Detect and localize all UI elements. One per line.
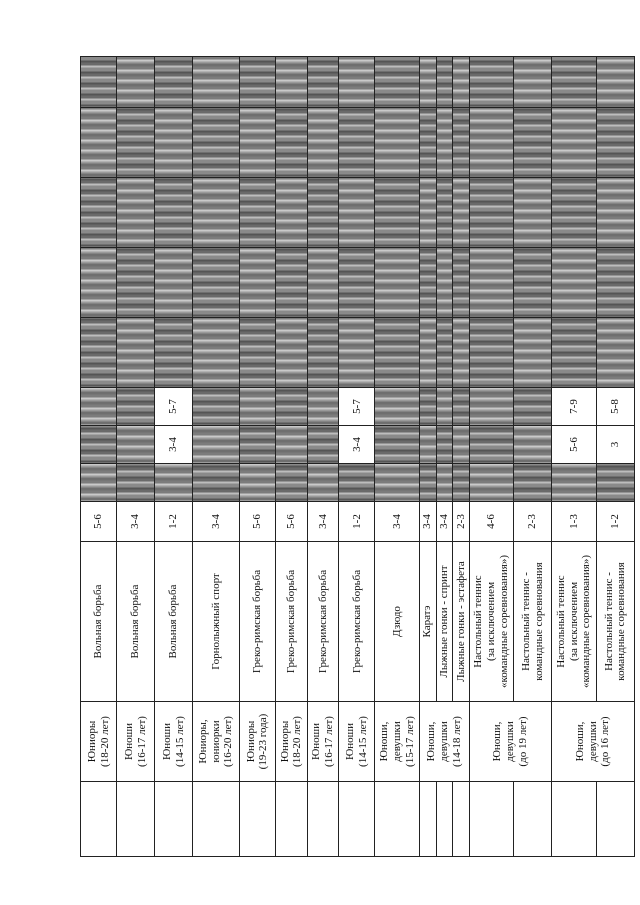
discipline-cell: Настольный теннис - командные соревнования <box>596 542 634 702</box>
age-group-cell: Юноши, девушки (до 16 лет) <box>552 702 635 782</box>
shaded-cell <box>552 248 596 318</box>
shaded-cell <box>469 178 513 248</box>
shaded-cell <box>339 108 375 178</box>
discipline-cell: Дзюдо <box>375 542 419 702</box>
age-group-cell: Юниоры, юниорки (16-20 лет) <box>193 702 240 782</box>
blank-cell <box>81 782 117 857</box>
shaded-cell <box>514 388 552 426</box>
shaded-cell <box>275 388 307 426</box>
shaded-cell <box>419 426 436 464</box>
shaded-cell <box>307 388 339 426</box>
shaded-cell <box>419 318 436 388</box>
places-cell: 3-4 <box>117 502 155 542</box>
shaded-cell <box>596 108 634 178</box>
table-row <box>419 57 436 857</box>
blank-cell <box>596 782 634 857</box>
shaded-cell <box>552 178 596 248</box>
blank-cell <box>275 782 307 857</box>
shaded-cell <box>117 108 155 178</box>
table-row <box>275 57 307 857</box>
places-cell: 3-4 <box>419 502 436 542</box>
shaded-cell <box>155 248 193 318</box>
shaded-cell <box>81 248 117 318</box>
shaded-cell <box>339 178 375 248</box>
shaded-cell <box>436 318 453 388</box>
shaded-cell <box>419 57 436 108</box>
table-row <box>193 57 240 857</box>
shaded-cell <box>339 248 375 318</box>
shaded-cell <box>239 464 275 502</box>
age-group-cell: Юноши (16-17 лет) <box>117 702 155 782</box>
discipline-cell: Настольный теннис (за исключением «командные соревнования») <box>469 542 513 702</box>
shaded-cell <box>239 108 275 178</box>
shaded-cell <box>117 426 155 464</box>
shaded-cell <box>155 57 193 108</box>
shaded-cell <box>117 178 155 248</box>
shaded-cell <box>596 178 634 248</box>
shaded-cell <box>469 426 513 464</box>
shaded-cell <box>193 178 240 248</box>
places-cell: 5-6 <box>275 502 307 542</box>
shaded-cell <box>552 108 596 178</box>
age-group-cell: Юноши, девушки (до 19 лет) <box>469 702 552 782</box>
discipline-cell: Лыжные гонки - эстафета <box>453 542 470 702</box>
age-group-cell: Юноши, девушки (14-18 лет) <box>419 702 469 782</box>
places-value-cell: 3 <box>596 426 634 464</box>
age-group-cell: Юноши, девушки (15-17 лет) <box>375 702 419 782</box>
places-cell: 2-3 <box>453 502 470 542</box>
shaded-cell <box>307 178 339 248</box>
shaded-cell <box>552 318 596 388</box>
shaded-cell <box>514 178 552 248</box>
shaded-cell <box>81 426 117 464</box>
shaded-cell <box>419 248 436 318</box>
blank-cell <box>239 782 275 857</box>
shaded-cell <box>596 57 634 108</box>
shaded-cell <box>239 318 275 388</box>
discipline-cell: Настольный теннис - командные соревнования <box>514 542 552 702</box>
shaded-cell <box>275 178 307 248</box>
shaded-cell <box>375 248 419 318</box>
shaded-cell <box>239 388 275 426</box>
table-row <box>375 57 419 857</box>
shaded-cell <box>375 426 419 464</box>
shaded-cell <box>81 57 117 108</box>
shaded-cell <box>436 464 453 502</box>
blank-cell <box>193 782 240 857</box>
places-cell: 4-6 <box>469 502 513 542</box>
shaded-cell <box>239 57 275 108</box>
places-cell: 3-4 <box>193 502 240 542</box>
shaded-cell <box>307 318 339 388</box>
shaded-cell <box>552 464 596 502</box>
discipline-cell: Вольная борьба <box>155 542 193 702</box>
table-row <box>117 57 155 857</box>
table-row <box>155 57 193 857</box>
shaded-cell <box>375 57 419 108</box>
discipline-cell: Греко-римская борьба <box>239 542 275 702</box>
shaded-cell <box>81 318 117 388</box>
shaded-cell <box>552 57 596 108</box>
shaded-cell <box>375 108 419 178</box>
shaded-cell <box>469 464 513 502</box>
shaded-cell <box>419 108 436 178</box>
places-cell: 3-4 <box>375 502 419 542</box>
shaded-cell <box>117 248 155 318</box>
shaded-cell <box>419 388 436 426</box>
shaded-cell <box>453 108 470 178</box>
rotated-table-container <box>80 57 635 857</box>
discipline-cell: Настольный теннис (за исключением «командные соревнования») <box>552 542 596 702</box>
shaded-cell <box>339 318 375 388</box>
blank-cell <box>117 782 155 857</box>
places-cell: 1-3 <box>552 502 596 542</box>
shaded-cell <box>469 108 513 178</box>
shaded-cell <box>239 178 275 248</box>
shaded-cell <box>275 318 307 388</box>
shaded-cell <box>155 108 193 178</box>
blank-cell <box>453 782 470 857</box>
blank-cell <box>307 782 339 857</box>
discipline-cell: Вольная борьба <box>81 542 117 702</box>
shaded-cell <box>339 464 375 502</box>
shaded-cell <box>193 426 240 464</box>
shaded-cell <box>469 248 513 318</box>
table-row <box>552 57 596 857</box>
age-group-cell: Юноши (14-15 лет) <box>339 702 375 782</box>
shaded-cell <box>193 248 240 318</box>
shaded-cell <box>514 108 552 178</box>
ranking-table <box>80 56 635 857</box>
discipline-cell: Каратэ <box>419 542 436 702</box>
shaded-cell <box>436 178 453 248</box>
shaded-cell <box>275 464 307 502</box>
shaded-cell <box>436 426 453 464</box>
shaded-cell <box>193 57 240 108</box>
shaded-cell <box>514 426 552 464</box>
shaded-cell <box>596 318 634 388</box>
table-row <box>81 57 117 857</box>
places-cell: 1-2 <box>596 502 634 542</box>
age-group-cell: Юноши (14-15 лет) <box>155 702 193 782</box>
shaded-cell <box>193 388 240 426</box>
places-cell: 5-6 <box>239 502 275 542</box>
blank-cell <box>552 782 596 857</box>
shaded-cell <box>275 248 307 318</box>
shaded-cell <box>193 108 240 178</box>
table-row <box>339 57 375 857</box>
shaded-cell <box>375 388 419 426</box>
age-group-cell: Юниоры (18-20 лет) <box>81 702 117 782</box>
shaded-cell <box>239 248 275 318</box>
blank-cell <box>419 782 436 857</box>
shaded-cell <box>453 388 470 426</box>
shaded-cell <box>239 426 275 464</box>
blank-cell <box>339 782 375 857</box>
shaded-cell <box>275 108 307 178</box>
shaded-cell <box>436 108 453 178</box>
shaded-cell <box>375 178 419 248</box>
blank-cell <box>514 782 552 857</box>
shaded-cell <box>155 464 193 502</box>
table-row <box>469 57 513 857</box>
shaded-cell <box>419 464 436 502</box>
shaded-cell <box>375 318 419 388</box>
shaded-cell <box>469 388 513 426</box>
discipline-cell: Горнолыжный спорт <box>193 542 240 702</box>
table-row <box>239 57 275 857</box>
discipline-cell: Греко-римская борьба <box>307 542 339 702</box>
places-value-cell: 5-7 <box>155 388 193 426</box>
shaded-cell <box>117 57 155 108</box>
shaded-cell <box>307 108 339 178</box>
discipline-cell: Греко-римская борьба <box>339 542 375 702</box>
shaded-cell <box>436 388 453 426</box>
shaded-cell <box>307 248 339 318</box>
shaded-cell <box>307 464 339 502</box>
blank-cell <box>375 782 419 857</box>
shaded-cell <box>339 57 375 108</box>
age-group-cell: Юноши (16-17 лет) <box>307 702 339 782</box>
shaded-cell <box>436 248 453 318</box>
shaded-cell <box>514 57 552 108</box>
shaded-cell <box>596 248 634 318</box>
shaded-cell <box>117 388 155 426</box>
places-cell: 1-2 <box>339 502 375 542</box>
shaded-cell <box>419 178 436 248</box>
shaded-cell <box>193 318 240 388</box>
shaded-cell <box>275 57 307 108</box>
shaded-cell <box>81 178 117 248</box>
shaded-cell <box>81 108 117 178</box>
shaded-cell <box>155 318 193 388</box>
shaded-cell <box>117 318 155 388</box>
discipline-cell: Греко-римская борьба <box>275 542 307 702</box>
shaded-cell <box>275 426 307 464</box>
shaded-cell <box>193 464 240 502</box>
shaded-cell <box>81 464 117 502</box>
shaded-cell <box>436 57 453 108</box>
places-value-cell: 5-8 <box>596 388 634 426</box>
shaded-cell <box>453 178 470 248</box>
places-value-cell: 3-4 <box>339 426 375 464</box>
shaded-cell <box>453 426 470 464</box>
shaded-cell <box>453 57 470 108</box>
shaded-cell <box>453 464 470 502</box>
shaded-cell <box>117 464 155 502</box>
shaded-cell <box>155 178 193 248</box>
discipline-cell: Лыжные гонки - спринт <box>436 542 453 702</box>
shaded-cell <box>514 464 552 502</box>
places-value-cell: 7-9 <box>552 388 596 426</box>
shaded-cell <box>307 57 339 108</box>
shaded-cell <box>375 464 419 502</box>
blank-cell <box>469 782 513 857</box>
discipline-cell: Вольная борьба <box>117 542 155 702</box>
shaded-cell <box>514 248 552 318</box>
age-group-cell: Юниоры (19-23 года) <box>239 702 275 782</box>
places-value-cell: 5-7 <box>339 388 375 426</box>
shaded-cell <box>469 57 513 108</box>
places-cell: 3-4 <box>436 502 453 542</box>
table-row <box>307 57 339 857</box>
places-value-cell: 3-4 <box>155 426 193 464</box>
places-cell: 2-3 <box>514 502 552 542</box>
blank-cell <box>155 782 193 857</box>
shaded-cell <box>596 464 634 502</box>
shaded-cell <box>514 318 552 388</box>
places-cell: 1-2 <box>155 502 193 542</box>
places-value-cell: 5-6 <box>552 426 596 464</box>
age-group-cell: Юниоры (18-20 лет) <box>275 702 307 782</box>
places-cell: 5-6 <box>81 502 117 542</box>
shaded-cell <box>453 248 470 318</box>
shaded-cell <box>469 318 513 388</box>
shaded-cell <box>307 426 339 464</box>
shaded-cell <box>81 388 117 426</box>
places-cell: 3-4 <box>307 502 339 542</box>
shaded-cell <box>453 318 470 388</box>
blank-cell <box>436 782 453 857</box>
